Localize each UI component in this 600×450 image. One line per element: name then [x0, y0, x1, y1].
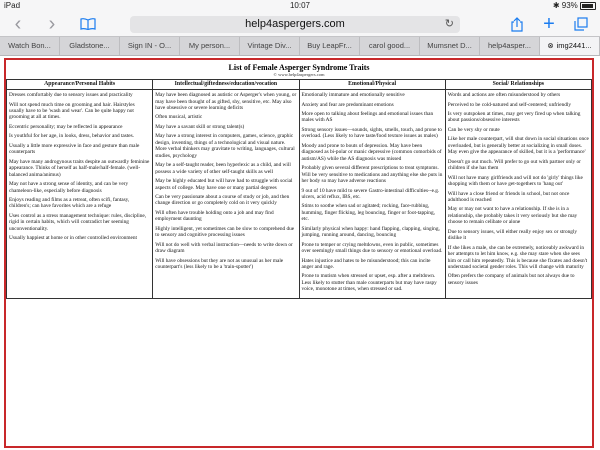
trait-item: Words and actions are often misunderstood by others: [447, 92, 561, 99]
trait-item: Highly intelligent, yet sometimes can be slow to comprehend due to sensory and cognitive processing issues: [155, 225, 295, 239]
back-button[interactable]: [8, 12, 28, 35]
trait-item: Hates injustice and hates to be misunderstood; this can incite anger and rage.: [301, 257, 431, 271]
trait-item: Often musical, artistic: [155, 114, 203, 121]
share-button[interactable]: [508, 15, 526, 33]
traits-table: [6, 79, 592, 299]
forward-icon: ›: [48, 12, 56, 35]
browser-toolbar: [0, 12, 600, 36]
trait-item: Uses control as a stress management technique: rules, discipline, rigid in certain habits, which will contradict her seeming unconventionality.: [9, 212, 147, 232]
book-icon: [80, 18, 96, 30]
trait-item: May have a savant skill or strong talent(s): [155, 123, 245, 130]
page-content: [0, 56, 600, 450]
trait-item: Anxiety and fear are predominant emotions: [301, 101, 394, 108]
tab-item[interactable]: help4asper...: [480, 37, 540, 55]
trait-item: May have many androgynous traits despite an outwardly feminine appearance. Thinks of herself as half-male/half-female. (well-balanced anima/animus): [9, 158, 150, 178]
copyright-line: © www.help4aspergers.com: [273, 72, 325, 77]
trait-item: Strong sensory issues—sounds, sights, smells, touch, and prone to overload. (Less likely to have taste/food texture issues as males): [301, 126, 442, 140]
trait-item: Like her male counterpart, will shut down in social situations once overloaded, but is generally better at socializing in small doses. May even give the appearance of skilled, but it is a 'performance': [447, 136, 589, 156]
trait-item: Will not have many girlfriends and will not do 'girly' things like shopping with them or have get-togethers to 'hang out': [447, 174, 583, 188]
clock: 10:07: [289, 1, 311, 10]
tab-strip: [0, 36, 600, 56]
trait-item: Prone to mutism when stressed or upset, esp. after a meltdown. Less likely to stutter than male counterparts but may have raspy voice, monotone at times, when stressed or sad.: [301, 273, 437, 293]
emotional-column: [299, 90, 445, 299]
trait-item: Is very outspoken at times, may get very fired up when talking about passions/obsessive interests: [447, 110, 581, 124]
trait-item: Enjoys reading and films as a retreat, often scifi, fantasy, children's; can have favorites which are a refuge: [9, 196, 130, 210]
trait-item: More open to talking about feelings and emotional issues than males with AS: [301, 110, 434, 124]
trait-item: Is youthful for her age, in looks, dress, behavior and tastes.: [9, 133, 135, 140]
tab-item[interactable]: Gladstone...: [60, 37, 120, 55]
column-header: Intellectual/giftedness/education/vocation: [153, 80, 299, 90]
trait-item: Stims to soothe when sad or agitated; rocking, face-rubbing, humming, finger flicking, leg bouncing, finger or foot-tapping, etc.: [301, 203, 435, 223]
trait-item: Will often have trouble holding onto a job and may find employment daunting: [155, 209, 274, 223]
document-image: [4, 58, 594, 448]
carrier-label: iPad: [4, 1, 21, 10]
trait-item: Moody and prone to bouts of depression. May have been diagnosed as bi-polar or manic depressive (common comorbids of autism/AS) while the AS diagnosis was missed: [301, 142, 442, 162]
tab-item[interactable]: Mumsnet D...: [420, 37, 480, 55]
bluetooth-icon: ✱: [552, 1, 560, 10]
trait-item: Can be very passionate about a course of study or job, and then change direction or go completely cold on it very quickly: [155, 193, 290, 207]
trait-item: Will have obsessions but they are not as unusual as her male counterpart's (less likely to be a 'train-spotter'): [155, 257, 284, 271]
trait-item: Similarly physical when happy: hand flapping, clapping, singing, jumping, running around, dancing, bouncing: [301, 225, 440, 239]
tab-item[interactable]: carol good...: [360, 37, 420, 55]
tab-item-active[interactable]: ⊗ img2441...: [540, 37, 600, 55]
battery-icon: [580, 2, 596, 10]
trait-item: May have been diagnosed as autistic or Asperger's when young, or may have been thought of as gifted, shy, sensitive, etc. May also have obsessive or severe learning deficits: [155, 92, 297, 111]
status-bar: [0, 0, 600, 12]
trait-item: Will not spend much time on grooming and hair. Hairstyles usually have to be 'wash and wear'. Can be quite happy not grooming at all at times.: [9, 101, 135, 121]
appearance-column: [7, 90, 153, 299]
tab-item[interactable]: Sign IN - O...: [120, 37, 180, 55]
tab-item[interactable]: My person...: [180, 37, 240, 55]
column-header: Appearance/Personal Habits: [7, 80, 153, 90]
trait-item: Probably given several different prescriptions to treat symptoms. Will be very sensitive to medications and anything else she puts in her body so may have adverse reactions: [301, 165, 443, 185]
tabs-icon: [574, 17, 588, 31]
trait-item: Perceived to be cold-natured and self-centered; unfriendly: [447, 101, 571, 108]
trait-item: May have a strong interest in computers, games, science, graphic design, inventing, things of a technological and visual nature. More verbal thinkers may gravitate to writing, languages, cultural studies, psychology: [155, 133, 295, 159]
trait-item: May be highly educated but will have had to struggle with social aspects of college. May have one or many partial degrees: [155, 178, 293, 191]
tabs-overview-button[interactable]: [572, 15, 590, 33]
back-icon: ‹: [14, 12, 22, 35]
tab-item[interactable]: Watch Bon...: [0, 37, 60, 55]
trait-item: Prone to temper or crying meltdowns, even in public, sometimes over seemingly small things due to sensory or emotional overload.: [301, 241, 443, 255]
trait-item: Often prefers the company of animals but not always due to sensory issues: [447, 273, 575, 286]
trait-item: Emotionally immature and emotionally sensitive: [301, 92, 405, 99]
trait-item: Dresses comfortably due to sensory issues and practicality: [9, 92, 133, 99]
trait-item: If she likes a male, she can be extremely, noticeably awkward in her attempts to let him know, e.g. she may stare when she sees him or call him repeatedly. This is because she fixates and doesn't understand societal gender roles. This will change with maturity: [447, 244, 588, 271]
trait-item: May not have a strong sense of identity, and can be very chameleon-like, especially before diagnosis: [9, 181, 129, 194]
trait-item: 9 out of 10 have mild to severe Gastro-intestinal difficulties--e.g. ulcers, acid reflux, IBS, etc.: [301, 187, 440, 200]
address-bar[interactable]: [130, 16, 460, 33]
url-text: help4aspergers.com: [245, 18, 345, 30]
trait-item: Due to sensory issues, will either really enjoy sex or strongly dislike it: [447, 228, 578, 242]
trait-item: Can be very shy or mute: [447, 126, 500, 133]
social-column: [445, 90, 591, 299]
trait-item: May or may not want to have a relationship. If she is in a relationship, she probably takes it very seriously but she may choose to remain celibate or alone: [447, 206, 578, 226]
page-title: List of Female Asperger Syndrome Traits: [228, 63, 370, 72]
trait-item: Will not do well with verbal instruction—needs to write down or draw diagram: [155, 241, 293, 255]
intellectual-column: [153, 90, 299, 299]
column-header: Social/ Relationships: [445, 80, 591, 90]
trait-item: Will have a close friend or friends in school, but not once adulthood is reached: [447, 190, 570, 203]
trait-item: Usually happiest at home or in other controlled environment: [9, 235, 137, 242]
trait-item: Eccentric personality; may be reflected in appearance: [9, 123, 123, 130]
plus-icon: +: [543, 12, 555, 35]
tab-item[interactable]: Vintage Div...: [240, 37, 300, 55]
new-tab-button[interactable]: [540, 12, 558, 35]
battery-indicator: ✱ 93%: [553, 1, 596, 10]
share-icon: [511, 17, 523, 32]
trait-item: May be a self-taught reader, been hyperlexic as a child, and will possess a wide variety of other self-taught skills as well: [155, 162, 291, 175]
close-tab-icon[interactable]: ⊗: [547, 41, 554, 50]
forward-button[interactable]: [42, 12, 62, 35]
tab-item[interactable]: Buy LeapFr...: [300, 37, 360, 55]
trait-item: Doesn't go out much. Will prefer to go out with partner only or children if she has them: [447, 158, 581, 172]
reload-icon[interactable]: ↻: [444, 18, 454, 30]
column-header: Emotional/Physical: [299, 80, 445, 90]
bookmarks-button[interactable]: [78, 15, 98, 33]
trait-item: Usually a little more expressive in face and gesture than male counterparts: [9, 142, 140, 156]
